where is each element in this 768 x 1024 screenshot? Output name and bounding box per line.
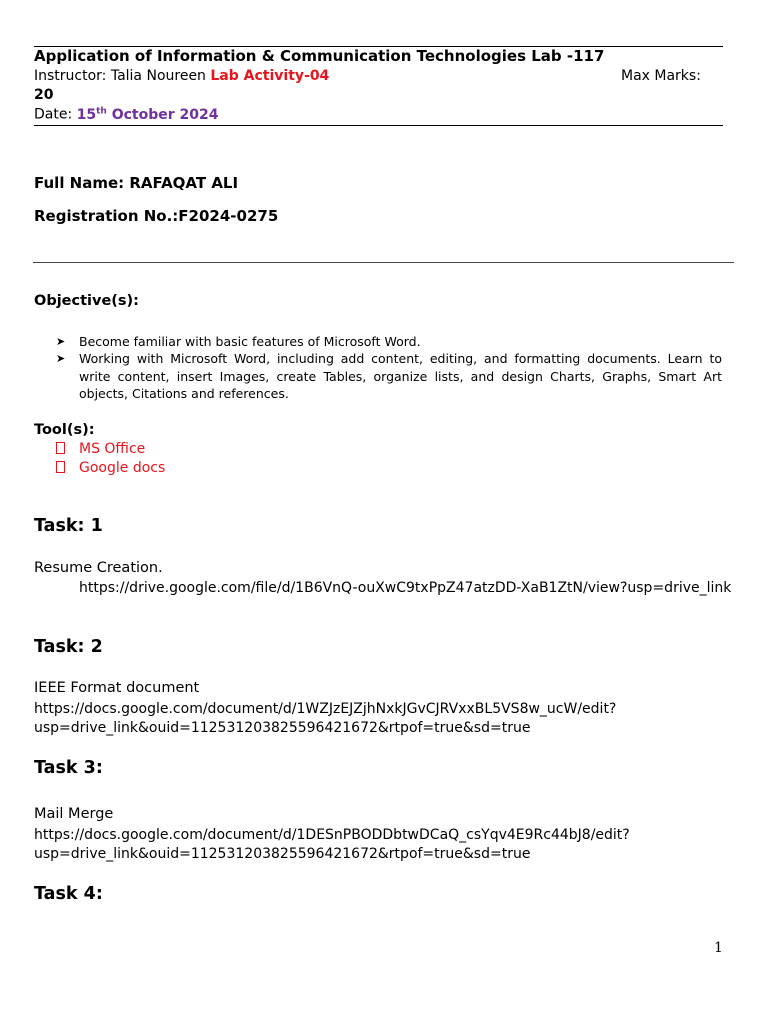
header-bottom-rule (34, 125, 723, 126)
task-heading: Task 4: (34, 884, 103, 904)
tool-item: MS Office (56, 441, 145, 457)
objective-item: ➤ Working with Microsoft Word, including add content, editing, and formatting documents. Learn to write content, insert Images, create Tables, organize lists, and design Charts, Graphs, Smart Art objects, Citations and references. (56, 351, 722, 401)
max-marks-label: Max Marks: (621, 68, 701, 84)
registration-number: Registration No.:F2024-0275 (34, 207, 279, 225)
instructor-label: Instructor: Talia Noureen (34, 68, 211, 84)
date-label: Date: (34, 106, 77, 123)
max-marks-value: 20 (34, 87, 54, 103)
date-line (34, 106, 219, 123)
square-bullet-icon (56, 442, 65, 454)
task-heading: Task: 1 (34, 516, 103, 536)
arrowhead-bullet-icon: ➤ (56, 352, 66, 365)
task-link[interactable]: https://drive.google.com/file/d/1B6VnQ-ouXwC9txPpZ47atzDD-XaB1ZtN/view?usp=drive_link (79, 580, 732, 596)
objective-item: ➤ Become familiar with basic features of Microsoft Word. (56, 334, 421, 349)
task-name: Resume Creation. (34, 560, 163, 576)
document-title: Application of Information & Communication Technologies Lab -117 (34, 47, 605, 65)
task-heading: Task: 2 (34, 637, 103, 657)
full-name: Full Name: RAFAQAT ALI (34, 174, 239, 192)
task-link[interactable]: https://docs.google.com/document/d/1DESnPBODDbtwDCaQ_csYqv4E9Rc44bJ8/edit? (34, 827, 630, 843)
arrowhead-bullet-icon: ➤ (56, 335, 66, 348)
task-name: Mail Merge (34, 806, 114, 822)
objectives-heading: Objective(s): (34, 293, 139, 309)
tools-heading: Tool(s): (34, 422, 95, 438)
instructor-line (34, 68, 329, 84)
task-heading: Task 3: (34, 758, 103, 778)
page-number: 1 (714, 940, 723, 956)
task-link-continued[interactable]: usp=drive_link&ouid=112531203825596421672&rtpof=true&sd=true (34, 720, 531, 736)
lab-activity-label: Lab Activity-04 (210, 68, 330, 84)
task-name: IEEE Format document (34, 680, 200, 696)
tool-item: Google docs (56, 460, 165, 476)
task-link[interactable]: https://docs.google.com/document/d/1WZJzEJZjhNxkJGvCJRVxxBL5VS8w_ucW/edit? (34, 701, 617, 717)
date-value: 15th October 2024 (76, 106, 219, 123)
square-bullet-icon (56, 461, 65, 473)
section-divider (33, 262, 734, 263)
task-link-continued[interactable]: usp=drive_link&ouid=112531203825596421672&rtpof=true&sd=true (34, 846, 531, 862)
